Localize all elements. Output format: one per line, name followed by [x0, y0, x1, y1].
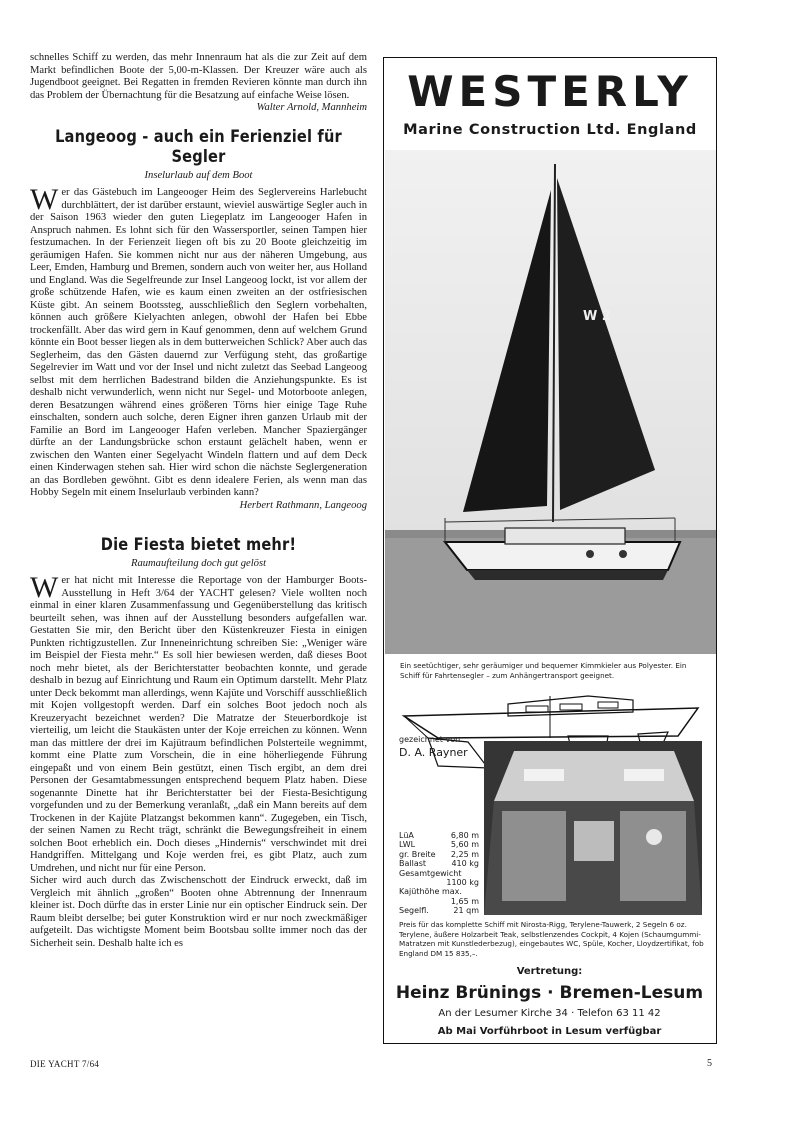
article1-body: Wer das Gästebuch im Langeooger Heim des Seglervereins Harlebucht durchblättert, der ist darüber erstaunt, wieviel auswärtige Segler auch in der Saison 1963 wieder den guten Liegeplatz im Langeooger Hafen in Anspruch nahmen. Es lohnt sich für den Wassersportler, seinen Tampen hier festzumachen. In der Ferienzeit liegen oft bis zu 20 Boote gleichzeitig im geräumigen Hafen. Sie kommen nicht nur aus der näheren Umgebung, aus Leer, Emden, Hamburg und Bremen, sondern auch von weiter her, aus Holland und England. Was die Segelfreunde zur Insel Langeoog lockt, ist vor allem der große schützende Hafen, wie es kaum einen zweiten an der ostfriesischen Küste gibt. An seinem Bootssteg, ausschließlich den Seglern vorbehalten, können auch größere Kielyachten anlegen, obwohl der Hafen bei Ebbe trockenfällt. Aber das wird gern in Kauf genommen, denn auf welchem Grund könnte ein Boot besser liegen als in dem butterweichen Schlick? Aber auch das Seglerheim, das den Gästen dauernd zur Verfügung steht, das großartige Segelrevier im Watt und vor der Insel und nicht zuletzt das Seebad Langeoog selbst mit dem herrlichen Badestrand bilden die Anziehungspunkte. Es ist deshalb nicht verwunderlich, wenn nicht nur Segel- und Motorboote anlegen, deren Besatzungen während eines größeren Törns hier einige Tage Ruhe einschalten, sondern auch solche, deren Eigner ihren ganzen Urlaub mit der Familie an Bord im Langeooger Hafen verleben. Mancher Spaziergänger dürfte an der Landungsbrücke schon erstaunt gelächelt haben, wenn er zwischen den Wanten einer Segelyacht Windeln flattern und auf dem Deck einen Kinderwagen stehen sah. Hier wird schon die nächste Seglergeneration an das Bordleben gewöhnt. Gibt es denn idealere Ferien, als wenn man das Hobby Segeln mit einem Inselurlaub verbinden kann?: [30, 183, 367, 498]
representation-label: Vertretung:: [516, 966, 583, 977]
sailboat-photo: [385, 150, 716, 654]
article2-dropcap: W: [30, 571, 59, 604]
article2-headline: Die Fiesta bietet mehr!: [100, 535, 297, 555]
article2-subheading: Raumaufteilung doch gut gelöst: [130, 558, 267, 569]
spec-row: 1100 kg: [446, 878, 479, 888]
spec-row: Segelfl. 21 qm: [399, 906, 479, 916]
spec-row: LWL 5,60 m: [399, 840, 479, 850]
dealer-address: An der Lesumer Kirche 34 · Telefon 63 11 42: [438, 1008, 661, 1019]
demo-boat-notice: Ab Mai Vorführboot in Lesum verfügbar: [437, 1026, 662, 1037]
designer-credit: [399, 735, 468, 759]
interior-photo: [484, 741, 702, 915]
intro-signature: Walter Arnold, Mannheim: [256, 102, 367, 113]
price-text: Preis für das komplette Schiff mit Nirosta-Rigg, Terylene-Tauwerk, 2 Segeln 6 oz. Terylene, äußere Holzarbeit Teak, selbstlenzendes Cockpit, 4 Kojen (Schaumgummi-Matratzen mit Kunstlederbezug), eingebautes WC, Spüle, Kocher, Lloydzertifikat, fob England DM 15 835,–.: [399, 920, 704, 958]
article1-headline: Langeoog - auch ein Ferienziel für Segler: [55, 127, 342, 167]
spec-row: Gesamtgewicht: [399, 868, 462, 878]
journal-footer: DIE YACHT 7/64: [30, 1059, 100, 1069]
article2-body: Wer hat nicht mit Interesse die Reportage von der Hamburger Boots-Ausstellung in Heft 3/64 der YACHT gelesen? Viele wollten noch einmal in einer klaren Zusammenfassung und Gegenüberstellung das kritisch beurteilt sehen, was ihnen auf der Ausstellung besonders aufgefallen war. Gestatten Sie mir, den Bericht über den Küstenkreuzer Fiesta in einigen Punkten richtigzustellen. Zur Inneneinrichtung schreiben Sie: „Weniger wäre im Beispiel der Fiesta mehr.“ Es soll hier bewiesen werden, daß dieses Boot noch mehr bietet, als der Berichterstatter beobachten konnte, und gerade deshalb in bezug auf Einrichtung und Raum ein Optimum darstellt. Mehr Platz unter Deck bekommt man allerdings, wenn Kajüte und Vorschiff ausschließlich mit Kojen vollgestopft werden. Darf ein solches Boot jedoch noch als Kreuzeryacht bezeichnet werden? Die Matratze der Steuerbordkoje ist vierteilig, um leicht die Staukästen unter der Koje erreichen zu können. Wenn man das mittlere der drei im Kajütraum befindlichen Polsterteile wegnimmt, kommt eine Platte zum Vorschein, die in eine höherliegende Führung eingepaßt und von einem Bein gestützt, einen Tisch ergibt, an dem drei Personen der Gesamtabmessungen entsprechend bequem Platz haben. Diese sogenannte Dinette hat ihr Berichterstatter bei der Fiesta-Besichtigung vorgefunden und zu der Bemerkung veranlaßt, „daß ein Mann bereits auf dem Trockenen in der Kajüte Platzangst bekommen kann“. Zugegeben, ein Tisch, der seinen Namen zu Recht trägt, schränkt die Bewegungsfreiheit in einem solchen Boot erheblich ein. Doch dieses „Hindernis“ verschwindet mit drei Handgriffen. Mittelgang und Koje werden frei, es gibt Platz, auch zum Umdrehen, und nicht nur für eine Person.: [30, 571, 367, 874]
left-column: [30, 52, 367, 950]
ad-caption: Ein seetüchtiger, sehr geräumiger und bequemer Kimmkieler aus Polyester. Ein Schiff für Fahrtensegler – zum Anhängertransport geeignet.: [400, 661, 687, 680]
dealer-contact: [384, 966, 715, 1037]
spec-row: Kajüthöhe max.: [399, 887, 462, 897]
westerly-advertisement: [383, 57, 717, 1044]
spec-row: gr. Breite 2,25 m: [399, 849, 479, 859]
sail-number: W 2: [583, 309, 611, 324]
spec-row: LüA 6,80 m: [399, 831, 479, 840]
page-number: 5: [707, 1058, 712, 1069]
article1-subheading: Inselurlaub auf dem Boot: [144, 170, 253, 181]
ad-brand: WESTERLY: [407, 67, 693, 116]
sailboat-illustration: [385, 150, 716, 654]
intro-paragraph: schnelles Schiff zu werden, das mehr Innenraum hat als die zur Zeit auf dem Markt befindlichen Boote der 5,00-m-Klassen. Der Kreuzer wäre auch als Jugendboot geeignet. Bei Regatten in fremden Revieren könnte man durch ihn das Problem der Übernachtung für die Besatzung auf einfache Weise lösen. Walter Arnold, Mannheim: [30, 52, 367, 113]
article1-signature: Herbert Rathmann, Langeoog: [239, 499, 367, 511]
dealer-name: Heinz Brünings · Bremen-Lesum: [395, 983, 704, 1003]
spec-row: 1,65 m: [450, 896, 479, 906]
hull: [445, 542, 680, 570]
designer-name: D. A. Rayner: [399, 746, 468, 759]
article2-body-continued: Sicher wird auch durch das Zwischenschott der Eindruck erweckt, daß im Vergleich mit ähnlich „großen“ Booten ohne Abtrennung der Innenraum kleiner ist. Doch dürfte das in erster Linie nur ein optischer Eindruck sein. Der Raum bleibt derselbe; bei guter Konstruktion wird er nur noch zweckmäßiger aufgeteilt. Das wichtigste Moment beim Bootsbau sollte immer noch das der Sicherheit sein. Deshalb halte ich es: [30, 875, 367, 949]
spec-row: Ballast 410 kg: [399, 859, 479, 869]
designer-label: gezeichnet von: [399, 735, 461, 744]
cabin-interior-illustration: [484, 741, 702, 915]
specifications: [399, 831, 479, 916]
ad-company: Marine Construction Ltd. England: [403, 122, 697, 138]
article1-dropcap: W: [30, 183, 59, 216]
